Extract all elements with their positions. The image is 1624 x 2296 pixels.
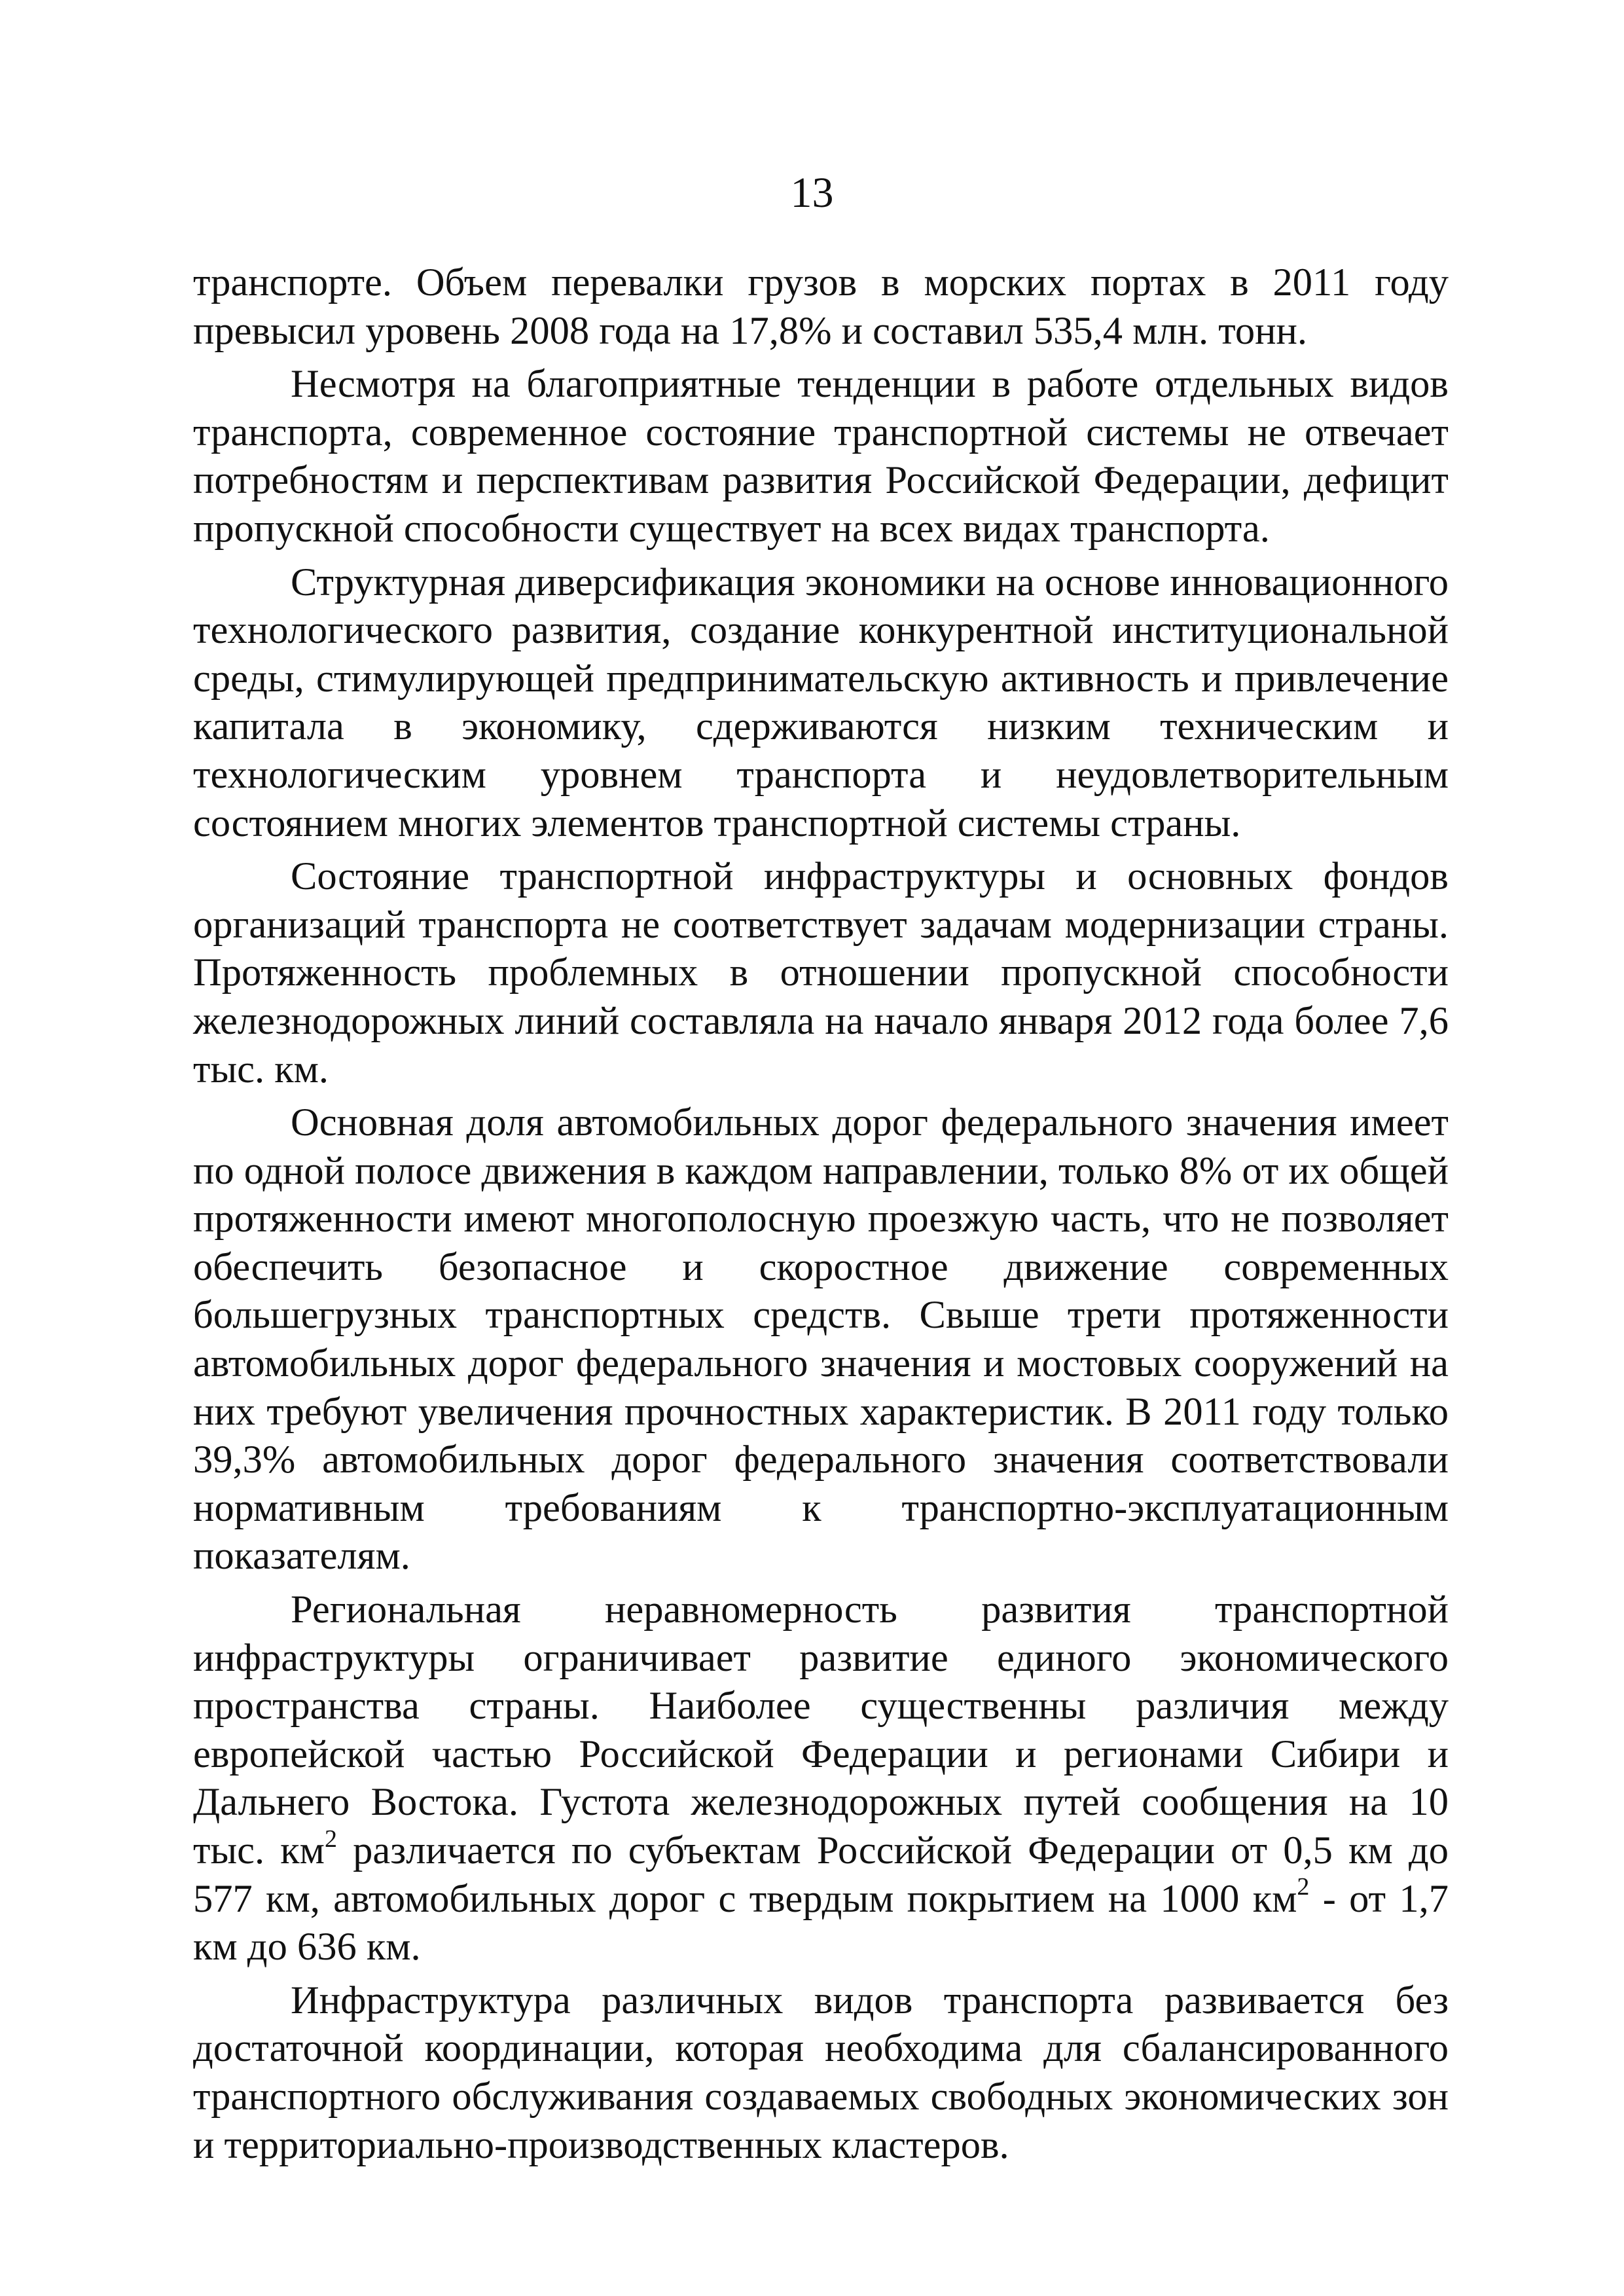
body-text bbox=[193, 259, 1449, 2169]
paragraph-2: Несмотря на благоприятные тенденции в работе отдельных видов транспорта, современное состояние транспортной системы не отвечает потребностям и перспективам развития Российской Федерации, дефицит пропускной способности существует на всех видах транспорта. bbox=[193, 362, 1449, 551]
paragraph-6-part-c: - от 1,7 км до 636 км. bbox=[193, 1876, 1449, 1969]
paragraph-5: Основная доля автомобильных дорог федерального значения имеет по одной полосе движения в каждом направлении, только 8% от их общей протяженности имеют многополосную проезжую часть, что не позволяет обеспечить безопасное и скоростное движение современных большегрузных транспортных средств. Свыше трети протяженности автомобильных дорог федерального значения и мостовых сооружений на них требуют увеличения прочностных характеристик. В 2011 году только 39,3% автомобильных дорог федерального значения соответствовали нормативным требованиям к транспортно-эксплуатационным показателям. bbox=[193, 1101, 1449, 1578]
superscript-2: 2 bbox=[1297, 1873, 1310, 1901]
paragraph-4: Состояние транспортной инфраструктуры и основных фондов организаций транспорта не соответствует задачам модернизации страны. Протяженность проблемных в отношении пропускной способности железнодорожных линий составляла на начало января 2012 года более 7,6 тыс. км. bbox=[193, 854, 1449, 1091]
paragraph-6 bbox=[193, 1586, 1449, 1971]
superscript-2: 2 bbox=[324, 1825, 337, 1853]
paragraph-7: Инфраструктура различных видов транспорта развивается без достаточной координации, которая необходима для сбалансированного транспортного обслуживания создаваемых свободных экономических зон и территориально-производственных кластеров. bbox=[193, 1978, 1449, 2167]
paragraph-3: Структурная диверсификация экономики на основе инновационного технологического развития, создание конкурентной институциональной среды, стимулирующей предпринимательскую активность и привлечение капитала в экономику, сдерживаются низким техническим и технологическим уровнем транспорта и неудовлетворительным состоянием многих элементов транспортной системы страны. bbox=[193, 560, 1449, 845]
paragraph-1: транспорте. Объем перевалки грузов в морских портах в 2011 году превысил уровень 2008 года на 17,8% и составил 535,4 млн. тонн. bbox=[193, 261, 1449, 353]
paragraph-6-part-b: различается по субъектам Российской Федерации от 0,5 км до 577 км, автомобильных дорог с твердым покрытием на 1000 км bbox=[193, 1829, 1449, 1921]
paragraph-6-part-a: Региональная неравномерность развития транспортной инфраструктуры ограничивает развитие единого экономического пространства страны. Наиболее существенны различия между европейской частью Российской Федерации и регионами Сибири и Дальнего Востока. Густота железнодорожных путей сообщения на 10 тыс. км bbox=[193, 1588, 1449, 1872]
page-number: 13 bbox=[790, 169, 834, 217]
